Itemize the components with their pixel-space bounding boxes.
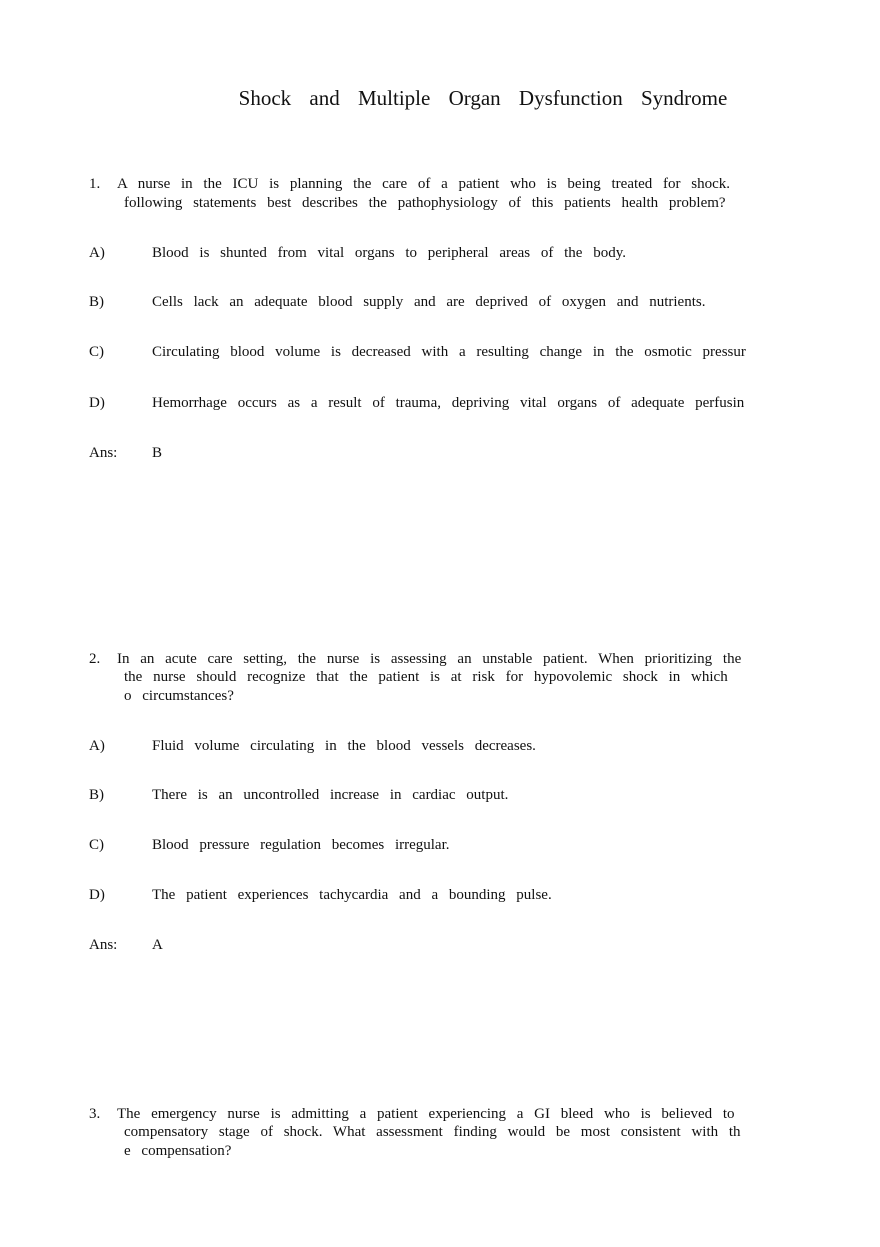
question-1-option-c-label: C) (89, 344, 104, 360)
question-1-stem-text: A nurse in the ICU is planning the care of a patient who is being treated for shock. (117, 176, 731, 192)
question-1-option-a-text: Blood is shunted from vital organs to peripheral areas of the body. (152, 245, 626, 261)
question-2-option-a-label: A) (89, 738, 105, 754)
question-2-option-b-label: B) (89, 787, 104, 803)
question-2-option-d-label: D) (89, 887, 105, 903)
question-1-answer-label: Ans: (89, 445, 118, 461)
question-3-number: 3. (89, 1106, 101, 1122)
question-2-answer-label: Ans: (89, 937, 118, 953)
question-1-option-b-text: Cells lack an adequate blood supply and are deprived of oxygen and nutrients. (152, 294, 706, 310)
question-2-option-c-label: C) (89, 837, 104, 853)
question-3-stem-line-1 (89, 1106, 735, 1123)
question-1-option-c-text: Circulating blood volume is decreased with a resulting change in the osmotic pressur (152, 344, 746, 360)
question-2-option-d-text: The patient experiences tachycardia and a bounding pulse. (152, 887, 552, 903)
question-2-stem-line-1 (89, 651, 741, 668)
question-2-stem-line-3: o circumstances? (124, 688, 234, 704)
question-2-option-c-text: Blood pressure regulation becomes irregular. (152, 837, 450, 853)
question-1-stem-line-2: following statements best describes the pathophysiology of this patients health problem? (124, 195, 726, 211)
question-1-number: 1. (89, 176, 101, 192)
question-1-option-b-label: B) (89, 294, 104, 310)
question-2-option-b-text: There is an uncontrolled increase in cardiac output. (152, 787, 509, 803)
question-2-answer: A (152, 937, 163, 953)
question-2-option-a-text: Fluid volume circulating in the blood vessels decreases. (152, 738, 536, 754)
question-2-number: 2. (89, 651, 101, 667)
question-2-stem-text: In an acute care setting, the nurse is assessing an unstable patient. When prioritizing the (117, 651, 742, 667)
question-1-option-a-label: A) (89, 245, 105, 261)
page-title: Shock and Multiple Organ Dysfunction Syndrome (238, 86, 728, 110)
question-2-stem-line-2: the nurse should recognize that the patient is at risk for hypovolemic shock in which (124, 669, 728, 685)
question-3-stem-line-2: compensatory stage of shock. What assessment finding would be most consistent with th (124, 1124, 741, 1140)
question-1-stem-line-1 (89, 176, 730, 193)
question-1-option-d-text: Hemorrhage occurs as a result of trauma, depriving vital organs of adequate perfusin (152, 395, 745, 411)
question-1-answer: B (152, 445, 163, 461)
question-3-stem-line-3: e compensation? (124, 1143, 232, 1159)
question-3-stem-text: The emergency nurse is admitting a patient experiencing a GI bleed who is believed to (117, 1106, 735, 1122)
question-1-option-d-label: D) (89, 395, 105, 411)
